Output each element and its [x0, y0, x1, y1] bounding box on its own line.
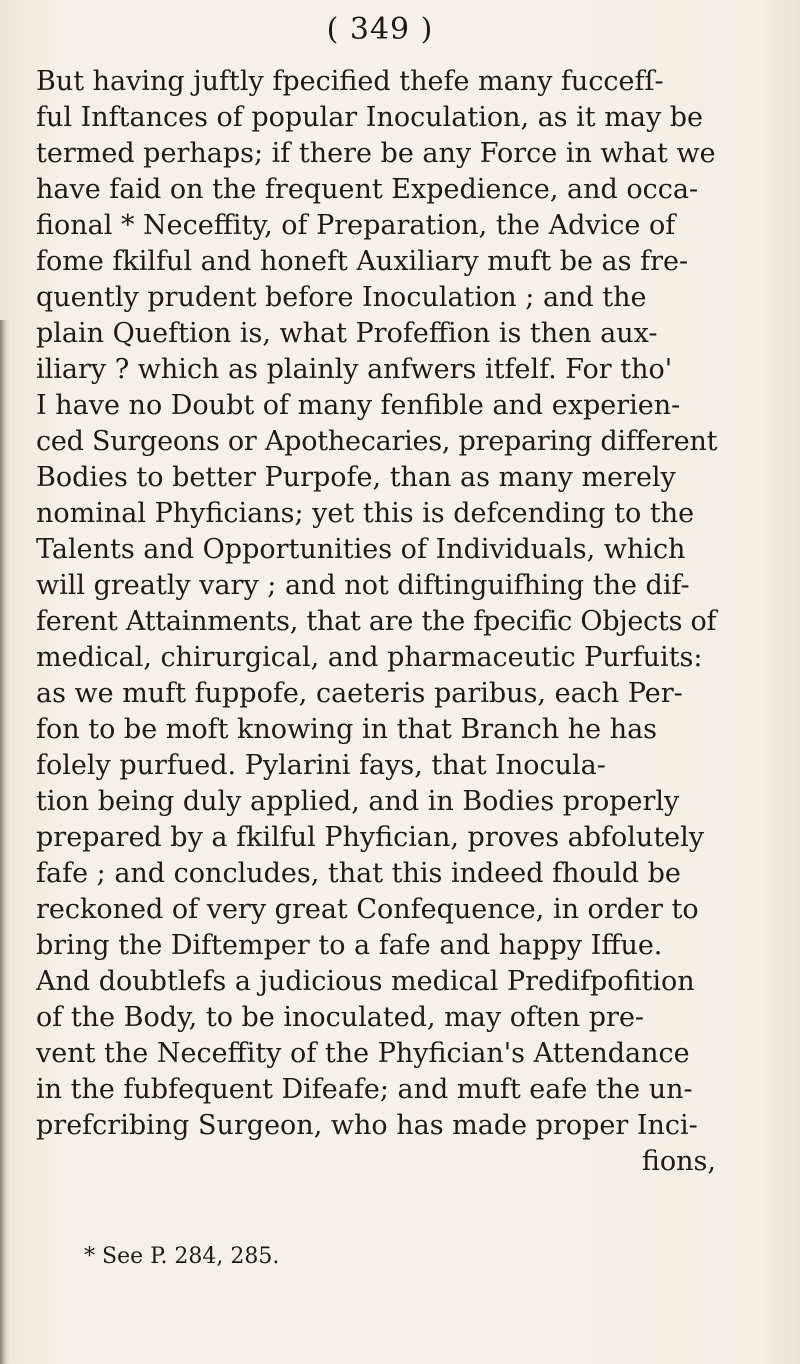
body-text: [36, 64, 716, 1180]
text-line: plain Queftion is, what Profeffion is then aux-: [36, 318, 658, 349]
text-line: I have no Doubt of many fenfible and experien-: [36, 390, 681, 421]
text-line: But having juftly fpecified thefe many fuccefſ-: [36, 66, 664, 97]
text-line: medical, chirurgical, and pharmaceutic Purfuits:: [36, 642, 703, 673]
text-line: quently prudent before Inoculation ; and the: [36, 282, 647, 313]
text-line: will greatly vary ; and not diftinguifhing the dif-: [36, 570, 690, 601]
text-line: ful Inftances of popular Inoculation, as it may be: [36, 102, 704, 133]
page-number: ( 349 ): [326, 12, 434, 47]
text-line: ferent Attainments, that are the fpecific Objects of: [36, 606, 717, 637]
text-line: of the Body, to be inoculated, may often pre-: [36, 1002, 645, 1033]
page-gutter-shadow: [0, 320, 10, 1364]
footnote: * See P. 284, 285.: [84, 1244, 280, 1269]
text-line: termed perhaps; if there be any Force in what we: [36, 138, 716, 169]
text-line: vent the Neceffity of the Phyfician's Attendance: [36, 1038, 690, 1069]
text-line: folely purfued. Pylarini fays, that Inocula-: [36, 750, 606, 781]
text-line: fon to be moft knowing in that Branch he has: [36, 714, 658, 745]
text-line: And doubtlefs a judicious medical Predifpofition: [36, 966, 695, 997]
text-line: fafe ; and concludes, that this indeed fhould be: [36, 858, 681, 889]
text-line: reckoned of very great Confequence, in order to: [36, 894, 699, 925]
text-line: as we muft fuppofe, caeteris paribus, each Per-: [36, 678, 683, 709]
text-line: have faid on the frequent Expedience, and occa-: [36, 174, 699, 205]
text-line: fome fkilful and honeft Auxiliary muft be as fre-: [36, 246, 689, 277]
text-line: ced Surgeons or Apothecaries, preparing different: [36, 426, 718, 457]
text-line: prefcribing Surgeon, who has made proper Inci-: [36, 1110, 698, 1141]
text-line: bring the Diftemper to a fafe and happy Iffue.: [36, 930, 663, 961]
text-line: nominal Phyficians; yet this is defcending to the: [36, 498, 695, 529]
catchword: fions,: [641, 1146, 716, 1177]
text-line: fional * Neceffity, of Preparation, the Advice of: [36, 210, 676, 241]
text-line: Talents and Opportunities of Individuals, which: [36, 534, 686, 565]
text-line: prepared by a fkilful Phyfician, proves abfolutely: [36, 822, 705, 853]
text-line: Bodies to better Purpofe, than as many merely: [36, 462, 676, 493]
text-line: iliary ? which as plainly anfwers itfelf. For tho': [36, 354, 673, 385]
text-line: in the fubfequent Difeafe; and muft eafe the un-: [36, 1074, 693, 1105]
text-line: tion being duly applied, and in Bodies properly: [36, 786, 680, 817]
